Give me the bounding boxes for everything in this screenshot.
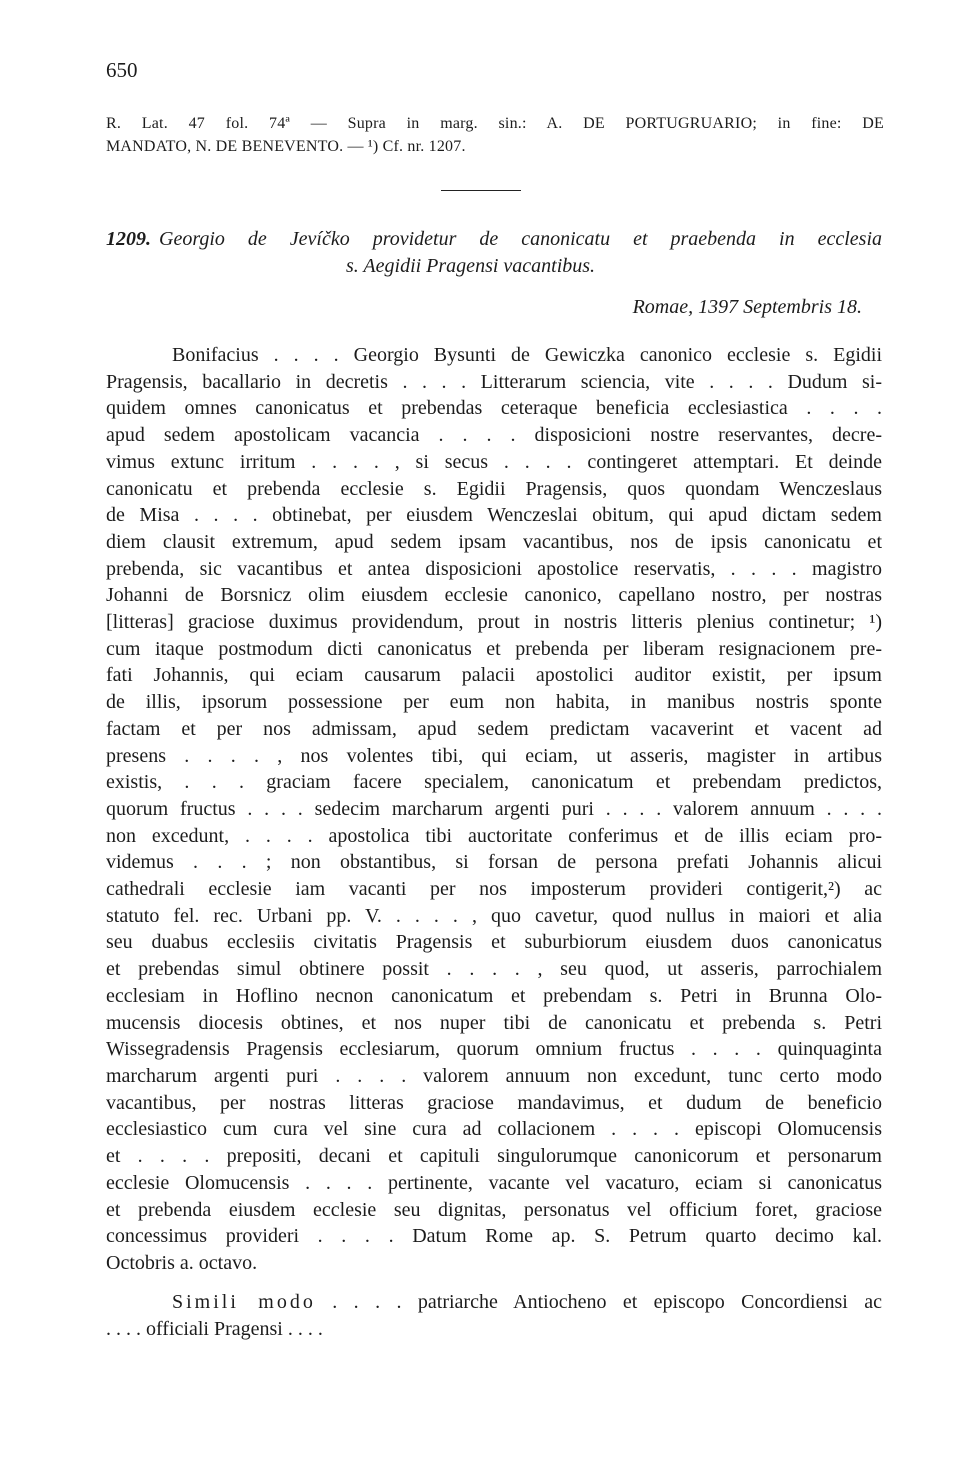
entry-title: Georgio de Jevíčko providetur de canonicatu et praebenda in ecclesia: [159, 228, 882, 250]
closing-line: [106, 1289, 882, 1316]
body-line: apud sedem apostolicam vacancia . . . . disposicioni nostre reservantes, decre-: [106, 424, 882, 447]
body-line: mucensis diocesis obtines, et nos nuper tibi de canonicatu et prebenda s. Petri: [106, 1011, 882, 1034]
body-line: quorum fructus . . . . sedecim marcharum argenti puri . . . . valorem annuum . . . .: [106, 797, 882, 820]
body-line: vimus extunc irritum . . . . , si secus . . . . contingeret attemptari. Et deinde: [106, 450, 882, 473]
closing-spaced-word: Simili modo: [172, 1291, 316, 1313]
body-line: de Misa . . . . obtinebat, per eiusdem Wenczeslai obitum, qui apud dictam sedem: [106, 504, 882, 527]
body-line: presens . . . . , nos volentes tibi, qui eciam, ut asseris, magister in artibus: [106, 744, 882, 767]
entry-title-line: [106, 226, 882, 253]
body-line: fati Johannis, qui eciam causarum palacii apostolici auditor existit, per ipsum: [106, 664, 882, 687]
body-line: quidem omnes canonicatus et prebendas ceteraque beneficia ecclesiastica . . . .: [106, 397, 882, 420]
body-line: seu duabus ecclesiis civitatis Pragensis et suburbiorum eiusdem duos canonicatus: [106, 931, 882, 954]
page-number: 650: [106, 58, 138, 82]
closing-line: . . . . officiali Pragensi . . . .: [106, 1318, 323, 1340]
body-line: videmus . . . ; non obstantibus, si forsan de persona prefati Johannis alicui: [106, 851, 882, 874]
body-line: Pragensis, bacallario in decretis . . . . Litterarum sciencia, vite . . . . Dudum si-: [106, 370, 882, 393]
entry-date: Romae, 1397 Septembris 18.: [632, 296, 862, 318]
body-line: cum itaque postmodum dicti canonicatus et prebenda per liberam resignacionem pre-: [106, 637, 882, 660]
body-line: et . . . . prepositi, decani et capituli singulorumque canonicorum et personarum: [106, 1145, 882, 1168]
body-line: ecclesie Olomucensis . . . . pertinente, vacante vel vacaturo, eciam si canonicatus: [106, 1171, 882, 1194]
body-line: Octobris a. octavo.: [106, 1251, 258, 1274]
body-line: Bonifacius . . . . Georgio Bysunti de Gewiczka canonico ecclesie s. Egidii: [172, 344, 882, 366]
entry-heading: [106, 226, 882, 280]
body-line: [litteras] graciose duximus providendum, prout in nostris litteris plenius continetur; ¹): [106, 611, 882, 634]
body-line: diem clausit extremum, apud sedem ipsam vacantibus, nos de ipsis canonicatu et: [106, 530, 882, 553]
closing-line-rest: . . . . patriarche Antiocheno et episcopo Concordiensi ac: [315, 1291, 882, 1313]
body-line: marcharum argenti puri . . . . valorem annuum non excedunt, tunc certo modo: [106, 1064, 882, 1087]
body-line: et prebendas simul obtinere possit . . . . , seu quod, ut asseris, parrochialem: [106, 958, 882, 981]
source-note-line: MANDATO, N. DE BENEVENTO. — ¹) Cf. nr. 1207.: [106, 138, 466, 155]
body-line: factam et per nos admissam, apud sedem predictam vacaverint et vacent ad: [106, 717, 882, 740]
body-line: ecclesiam in Hoflino necnon canonicatum et prebendam s. Petri in Brunna Olo-: [106, 984, 882, 1007]
document-body: [106, 342, 882, 1277]
body-line: existis, . . . graciam facere specialem, canonicatum et prebendam predictos,: [106, 771, 882, 794]
source-note: [106, 112, 884, 158]
body-line: Wissegradensis Pragensis ecclesiarum, quorum omnium fructus . . . . quinquaginta: [106, 1038, 882, 1061]
body-line: de illis, ipsorum possessione per eum non habita, in manibus nostris sponte: [106, 691, 882, 714]
entry-title-continuation: s. Aegidii Pragensi vacantibus.: [346, 255, 596, 277]
closing-paragraph: [106, 1289, 882, 1343]
body-line: Johanni de Borsnicz olim eiusdem ecclesie canonico, capellano nostro, per nostras: [106, 584, 882, 607]
source-note-line: R. Lat. 47 fol. 74ª — Supra in marg. sin.: A. DE PORTUGRUARIO; in fine: DE: [106, 115, 884, 132]
body-line: vacantibus, per nostras litteras graciose mandavimus, et dudum de beneficio: [106, 1091, 882, 1114]
entry-number: 1209.: [106, 228, 151, 250]
body-line: cathedrali ecclesie iam vacanti per nos imposterum provideri contigerit,²) ac: [106, 878, 882, 901]
body-line: ecclesiastico cum cura vel sine cura ad collacionem . . . . episcopi Olomucensis: [106, 1118, 882, 1141]
body-line: prebenda, sic vacantibus et antea disposicioni apostolice reservatis, . . . . magistro: [106, 557, 882, 580]
body-line: concessimus provideri . . . . Datum Rome ap. S. Petrum quarto decimo kal.: [106, 1225, 882, 1248]
body-line: et prebenda eiusdem ecclesie seu dignitas, personatus vel officium foret, graciose: [106, 1198, 882, 1221]
body-line: statuto fel. rec. Urbani pp. V. . . . . , quo cavetur, quod nullus in maiori et alia: [106, 904, 882, 927]
body-line: non excedunt, . . . . apostolica tibi auctoritate conferimus et de illis eciam pro-: [106, 824, 882, 847]
body-line: canonicatu et prebenda ecclesie s. Egidii Pragensis, quos quondam Wenczeslaus: [106, 477, 882, 500]
separator-rule: [441, 190, 521, 191]
